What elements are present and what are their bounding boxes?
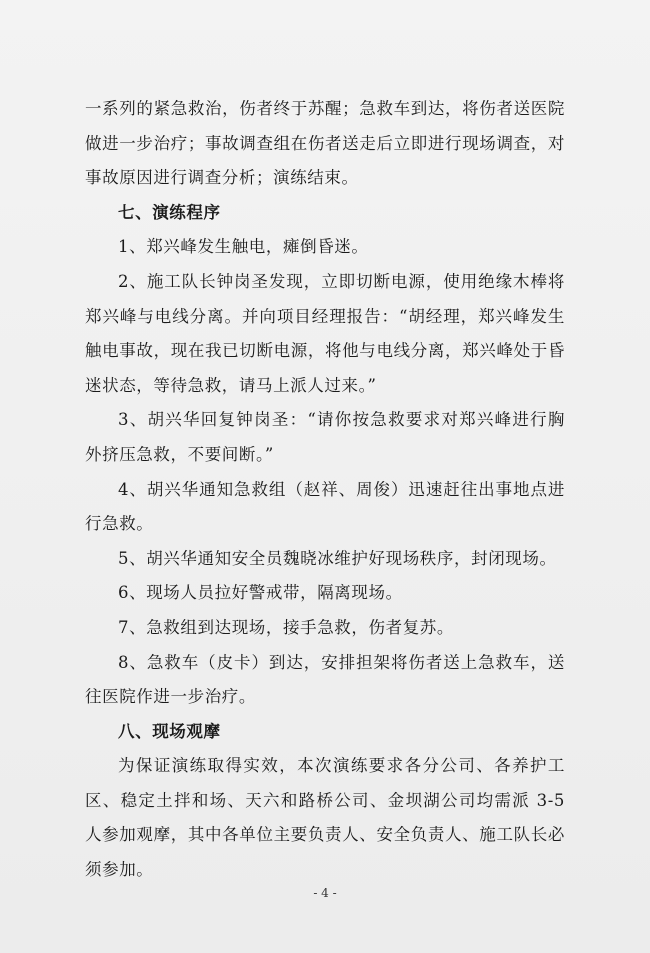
section-heading-on-site-observation: 八、现场观摩 — [118, 721, 221, 741]
intro-paragraph: 一系列的紧急救治，伤者终于苏醒；急救车到达，将伤者送医院做进一步治疗；事故调查组在伤者送走后立即进行现场调查，对事故原因进行调查分析；演练结束。 — [85, 99, 565, 188]
document-body — [85, 92, 565, 888]
procedure-step: 2、施工队长钟岗圣发现，立即切断电源，使用绝缘木棒将郑兴峰与电线分离。并向项目经理报告：“胡经理，郑兴峰发生触电事故，现在我已切断电源，将他与电线分离，郑兴峰处于昏迷状态，等待急救，请马上派人过来。” — [85, 271, 565, 395]
procedure-step: 8、急救车（皮卡）到达，安排担架将伤者送上急救车，送往医院作进一步治疗。 — [85, 652, 565, 707]
page-number: - 4 - — [313, 886, 337, 900]
procedure-step: 6、现场人员拉好警戒带，隔离现场。 — [118, 583, 403, 603]
procedure-step: 5、胡兴华通知安全员魏晓冰维护好现场秩序，封闭现场。 — [118, 548, 557, 568]
procedure-step: 4、胡兴华通知急救组（赵祥、周俊）迅速赶往出事地点进行急救。 — [85, 479, 565, 534]
section-heading-drill-procedure: 七、演练程序 — [118, 202, 221, 222]
procedure-step: 3、胡兴华回复钟岗圣：“请你按急救要求对郑兴峰进行胸外挤压急救，不要间断。” — [85, 410, 565, 464]
procedure-step: 1、郑兴峰发生触电，瘫倒昏迷。 — [118, 237, 369, 257]
observation-paragraph: 为保证演练取得实效，本次演练要求各分公司、各养护工区、稳定土拌和场、天六和路桥公司、金坝湖公司均需派 3-5 人参加观摩，其中各单位主要负责人、安全负责人、施工队长必须参加。 — [85, 756, 565, 880]
procedure-step: 7、急救组到达现场，接手急救，伤者复苏。 — [118, 617, 454, 637]
